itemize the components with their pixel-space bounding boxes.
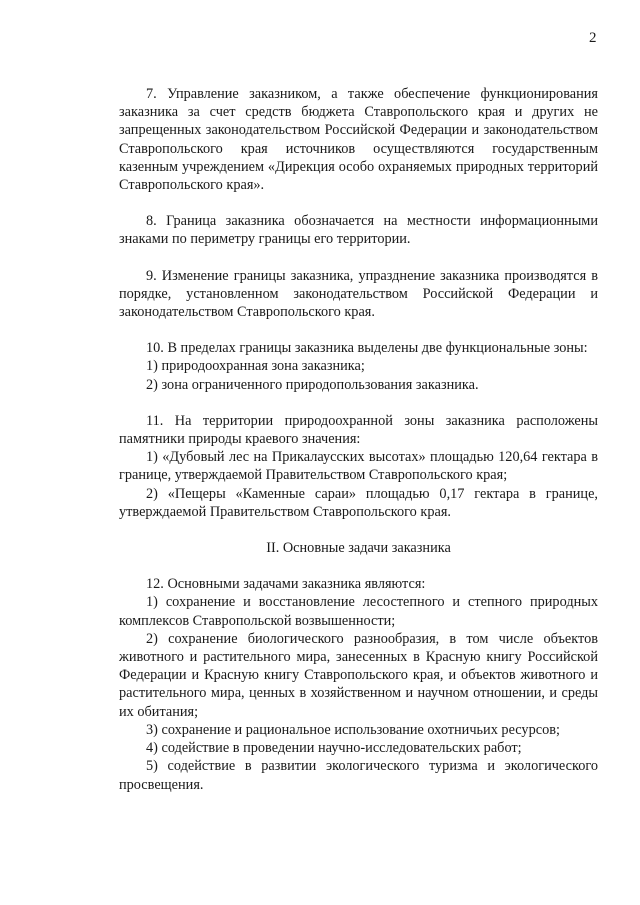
list-item-12-3: 3) сохранение и рациональное использование охотничьих ресурсов;	[146, 721, 560, 738]
list-item-10-1: 1) природоохранная зона заказника;	[146, 358, 365, 375]
page-number: 2	[589, 30, 597, 46]
paragraph-9: 9. Изменение границы заказника, упразднение заказника производятся в порядке, установленном законодательством Российской Федерации и законодательством Ставропольского края.	[119, 267, 598, 321]
list-item-12-5: 5) содействие в развитии экологического туризма и экологического просвещения.	[119, 758, 598, 793]
list-item-12-2: 2) сохранение биологического разнообразия, в том числе объектов животного и растительного мира, занесенных в Красную книгу Российской Федерации и Красную книгу Ставропольского края, и объектов животного и растительного мира, ценных в хозяйственном и научном отношении, и среды их обитания;	[119, 630, 598, 720]
list-item-11-1: 1) «Дубовый лес на Прикалаусских высотах» площадью 120,64 гектара в границе, утверждаемой Правительством Ставропольского края;	[119, 449, 598, 484]
paragraph-11: 11. На территории природоохранной зоны заказника расположены памятники природы краевого значения:	[119, 412, 598, 448]
list-item-12-4: 4) содействие в проведении научно-исследовательских работ;	[146, 740, 522, 757]
list-item-12-1: 1) сохранение и восстановление лесостепного и степного природных комплексов Ставропольской возвышенности;	[119, 594, 598, 629]
paragraph-8: 8. Граница заказника обозначается на местности информационными знаками по периметру границы его территории.	[119, 213, 598, 248]
paragraph-7: 7. Управление заказником, а также обеспечение функционирования заказника за счет средств бюджета Ставропольского края и других не запрещенных законодательством Российской Федерации и законодательством Ставропольского края источников осуществляются государственным казенным учреждением «Дирекция особо охраняемых природных территорий Ставропольского края».	[119, 86, 598, 194]
list-item-10-2: 2) зона ограниченного природопользования заказника.	[146, 376, 479, 393]
section-heading: II. Основные задачи заказника	[266, 540, 451, 557]
document-body	[119, 85, 598, 794]
paragraph-12: 12. Основными задачами заказника являются:	[146, 576, 426, 593]
list-item-11-2: 2) «Пещеры «Каменные сараи» площадью 0,17 гектара в границе, утверждаемой Правительством Ставропольского края.	[119, 485, 598, 520]
paragraph-10: 10. В пределах границы заказника выделены две функциональные зоны:	[146, 340, 588, 357]
